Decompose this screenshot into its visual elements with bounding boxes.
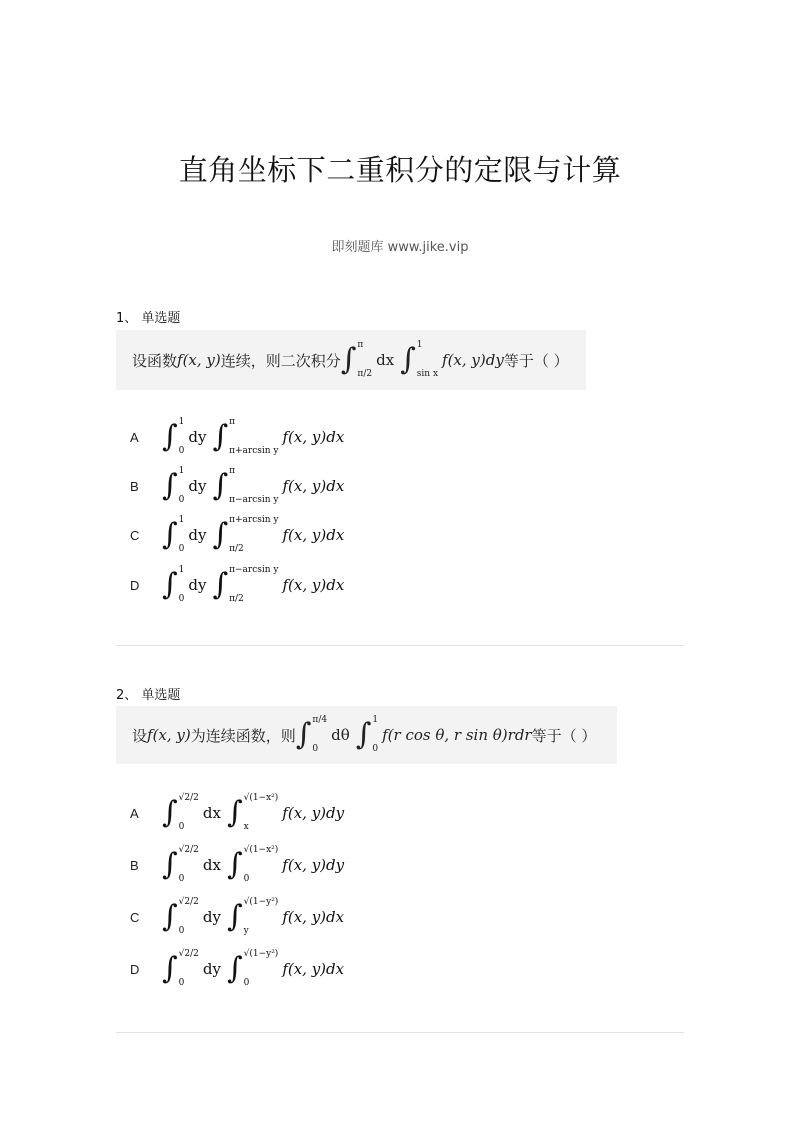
differential: dy	[188, 477, 207, 495]
page-title: 直角坐标下二重积分的定限与计算	[178, 153, 622, 187]
differential: dy	[188, 576, 207, 594]
upper-limit: 1	[178, 515, 185, 525]
stem-math: f(r cos θ, r sin θ)rdr	[382, 726, 532, 744]
differential: dx	[202, 804, 221, 822]
upper-limit: √2/2	[178, 897, 199, 907]
stem-text: 为连续函数，则	[190, 726, 296, 745]
question-number: 1、	[116, 311, 138, 326]
lower-limit: y	[243, 926, 249, 936]
upper-limit: 1	[372, 715, 379, 725]
option-expression: ∫ √2/2 0 dx ∫ √(1−x²) x f(x, y)dy	[162, 793, 345, 832]
lower-limit: π/2	[229, 594, 244, 604]
option-a[interactable]	[130, 414, 344, 460]
stem-math: f(x, y)dy	[442, 351, 504, 369]
upper-limit: √(1−y²)	[243, 897, 279, 907]
lower-limit: sin x	[416, 369, 439, 379]
question-1-stem	[116, 330, 586, 390]
question-2-header	[116, 684, 180, 703]
option-letter: B	[130, 478, 139, 494]
differential: dy	[202, 960, 221, 978]
divider	[116, 645, 684, 646]
lower-limit: 0	[243, 978, 250, 988]
option-letter: A	[130, 429, 139, 445]
option-letter: C	[130, 909, 140, 925]
differential: dy	[188, 526, 207, 544]
integrand: f(x, y)dy	[282, 856, 345, 874]
stem-math: f(x, y)	[147, 726, 191, 744]
integrand: f(x, y)dx	[282, 908, 345, 926]
option-expression: ∫ 1 0 dy ∫ π π+arcsin y f(x, y)dx	[162, 417, 345, 456]
upper-limit: √(1−x²)	[243, 793, 279, 803]
option-expression: ∫ √2/2 0 dx ∫ √(1−x²) 0 f(x, y)dy	[162, 845, 345, 884]
upper-limit: π+arcsin y	[229, 515, 279, 525]
stem-text: 连续，则二次积分	[220, 351, 341, 370]
integrand: f(x, y)dx	[282, 428, 345, 446]
lower-limit: π/2	[229, 544, 244, 554]
stem-math: f(x, y)	[177, 351, 221, 369]
option-letter: B	[130, 857, 139, 873]
upper-limit: π	[229, 417, 236, 427]
stem-text: 等于（ ）	[531, 726, 597, 745]
question-type: 单选题	[141, 688, 181, 703]
upper-limit: 1	[178, 466, 185, 476]
option-c[interactable]	[130, 894, 344, 940]
integrand: f(x, y)dx	[282, 576, 345, 594]
upper-limit: √2/2	[178, 949, 199, 959]
stem-text: 设函数	[132, 351, 178, 370]
upper-limit: √2/2	[178, 845, 199, 855]
stem-math: dθ	[331, 726, 350, 744]
option-letter: A	[130, 805, 139, 821]
lower-limit: 0	[178, 926, 185, 936]
integrand: f(x, y)dy	[282, 804, 345, 822]
integrand: f(x, y)dx	[282, 526, 345, 544]
lower-limit: 0	[372, 744, 379, 754]
integral: ∫ π π/2	[340, 340, 373, 379]
source-line: 即刻题库 www.jike.vip	[331, 240, 469, 255]
lower-limit: 0	[178, 978, 185, 988]
lower-limit: 0	[312, 744, 319, 754]
option-b[interactable]	[130, 463, 344, 509]
integral: ∫ 1 0	[355, 715, 379, 754]
stem-text: 设	[132, 726, 148, 745]
option-letter: D	[130, 577, 140, 593]
upper-limit: 1	[178, 565, 185, 575]
option-expression: ∫ √2/2 0 dy ∫ √(1−y²) y f(x, y)dx	[162, 897, 345, 936]
integral: ∫ 1 sin x	[400, 340, 439, 379]
lower-limit: 0	[178, 822, 185, 832]
lower-limit: 0	[178, 446, 185, 456]
lower-limit: 0	[178, 874, 185, 884]
upper-limit: π/4	[312, 715, 328, 725]
option-d[interactable]	[130, 946, 344, 992]
lower-limit: 0	[178, 495, 185, 505]
option-a[interactable]	[130, 790, 344, 836]
differential: dy	[188, 428, 207, 446]
question-type: 单选题	[141, 311, 181, 326]
option-d[interactable]	[130, 562, 344, 608]
lower-limit: π+arcsin y	[229, 446, 279, 456]
lower-limit: 0	[178, 544, 185, 554]
option-expression: ∫ 1 0 dy ∫ π−arcsin y π/2 f(x, y)dx	[162, 565, 345, 604]
upper-limit: 1	[416, 340, 423, 350]
integrand: f(x, y)dx	[282, 960, 345, 978]
divider	[116, 1032, 684, 1033]
option-expression: ∫ √2/2 0 dy ∫ √(1−y²) 0 f(x, y)dx	[162, 949, 345, 988]
upper-limit: √(1−x²)	[243, 845, 279, 855]
lower-limit: 0	[243, 874, 250, 884]
option-expression: ∫ 1 0 dy ∫ π+arcsin y π/2 f(x, y)dx	[162, 515, 345, 554]
option-expression: ∫ 1 0 dy ∫ π π−arcsin y f(x, y)dx	[162, 466, 345, 505]
option-c[interactable]	[130, 512, 344, 558]
upper-limit: π	[229, 466, 236, 476]
integral: ∫ π/4 0	[295, 715, 328, 754]
integrand: f(x, y)dx	[282, 477, 345, 495]
upper-limit: 1	[178, 417, 185, 427]
stem-math: dx	[376, 351, 395, 369]
option-b[interactable]	[130, 842, 344, 888]
stem-text: 等于（ ）	[503, 351, 569, 370]
option-letter: D	[130, 961, 140, 977]
lower-limit: x	[243, 822, 249, 832]
differential: dx	[202, 856, 221, 874]
lower-limit: π/2	[357, 369, 373, 379]
upper-limit: π	[357, 340, 364, 350]
upper-limit: π−arcsin y	[229, 565, 279, 575]
question-2-stem	[116, 706, 617, 764]
lower-limit: 0	[178, 594, 185, 604]
differential: dy	[202, 908, 221, 926]
upper-limit: √(1−y²)	[243, 949, 279, 959]
question-number: 2、	[116, 688, 138, 703]
question-1-header	[116, 307, 180, 326]
lower-limit: π−arcsin y	[229, 495, 279, 505]
upper-limit: √2/2	[178, 793, 199, 803]
option-letter: C	[130, 527, 140, 543]
